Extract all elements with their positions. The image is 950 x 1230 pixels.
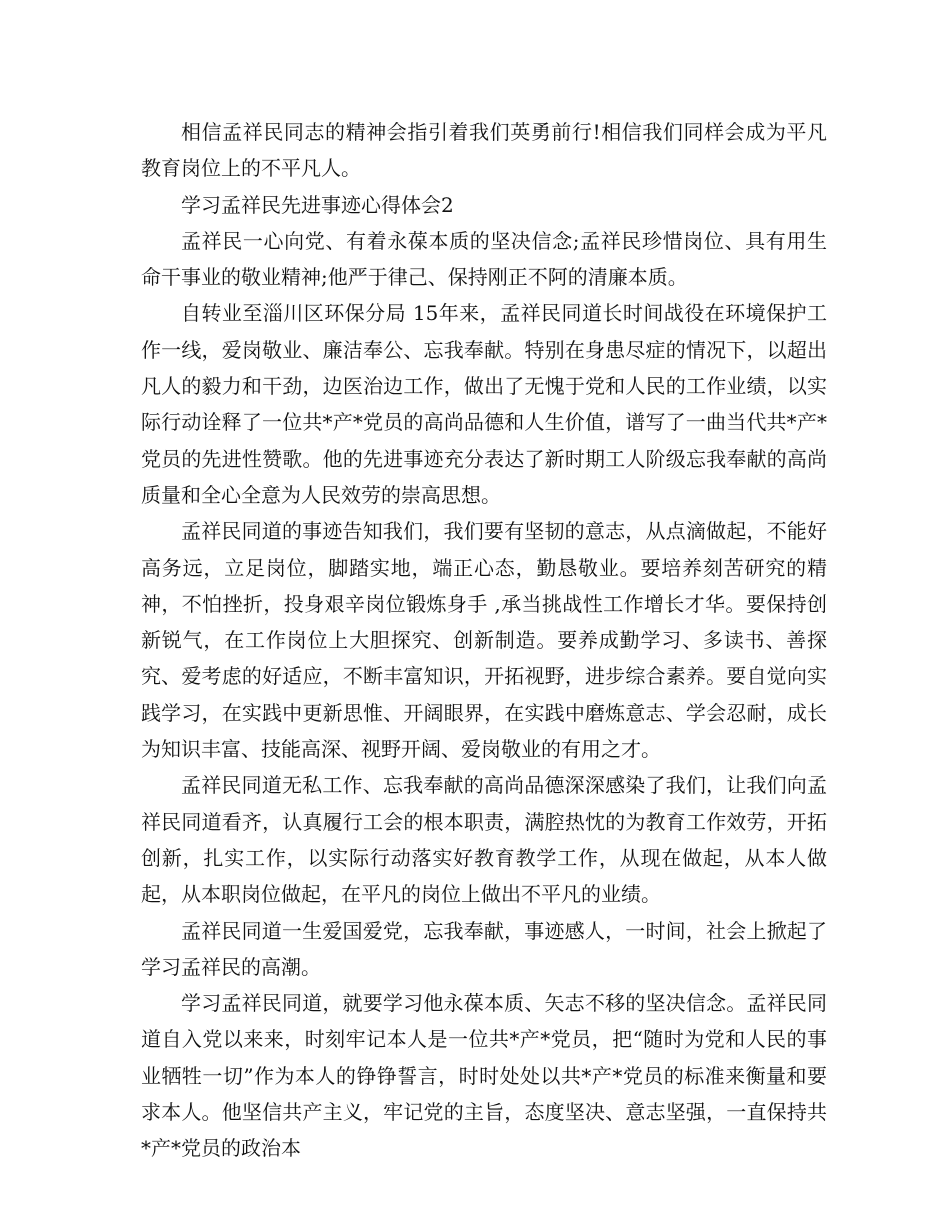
paragraph-career: 自转业至淄川区环保分局 15年来，孟祥民同道长时间战役在环境保护工作一线，爱岗敬业、廉洁奉公、忘我奉献。特别在身患尽症的情况下，以超出凡人的毅力和干劲，边医治边工作，做出了无愧于党和人民的工作业绩，以实际行动诠释了一位共*产*党员的高尚品德和人生价值，谱写了一曲当代共*产*党员的先进性赞歌。他的先进事迹充分表达了新时期工人阶级忘我奉献的高尚质量和全心全意为人民效劳的崇高思想。	[141, 301, 827, 507]
document-page	[141, 114, 827, 1167]
paragraph-beliefs: 孟祥民一心向党、有着永葆本质的坚决信念;孟祥民珍惜岗位、具有用生命干事业的敬业精神;他严于律己、保持刚正不阿的清廉本质。	[141, 228, 827, 290]
paragraph-lessons: 孟祥民同道的事迹告知我们，我们要有坚韧的意志，从点滴做起，不能好高务远，立足岗位，脚踏实地，端正心态，勤恳敬业。要培养刻苦研究的精神，不怕挫折，投身艰辛岗位锻炼身手 ,承当挑战性工作增长才华。要保持创新锐气，在工作岗位上大胆探究、创新制造。要养成勤学习、多读书、善探究、爱考虑的好适应，不断丰富知识，开拓视野，进步综合素养。要自觉向实践学习，在实践中更新思惟、开阔眼界，在实践中磨炼意志、学会忍耐，成长为知识丰富、技能高深、视野开阔、爱岗敬业的有用之才。	[141, 519, 827, 762]
paragraph-faith: 学习孟祥民同道，就要学习他永葆本质、矢志不移的坚决信念。孟祥民同道自入党以来来，时刻牢记本人是一位共*产*党员，把“随时为党和人民的事业牺牲一切”作为本人的铮铮誓言，时时处处以共*产*党员的标准来衡量和要求本人。他坚信共产主义，牢记党的主旨，态度坚决、意志坚强，一直保持共*产*党员的政治本	[141, 991, 827, 1161]
paragraph-patriotism: 孟祥民同道一生爱国爱党，忘我奉献，事迹感人，一时间，社会上掀起了学习孟祥民的高潮。	[141, 918, 827, 979]
paragraph-inspiration: 孟祥民同道无私工作、忘我奉献的高尚品德深深感染了我们，让我们向孟祥民同道看齐，认真履行工会的根本职责，满腔热忱的为教育工作效劳，开拓创新，扎实工作，以实际行动落实好教育教学工作，从现在做起，从本人做起，从本职岗位做起，在平凡的岗位上做出不平凡的业绩。	[141, 773, 827, 907]
section-heading: 学习孟祥民先进事迹心得体会2	[181, 192, 454, 217]
paragraph-closing-1: 相信孟祥民同志的精神会指引着我们英勇前行!相信我们同样会成为平凡教育岗位上的不平凡人。	[141, 120, 827, 181]
